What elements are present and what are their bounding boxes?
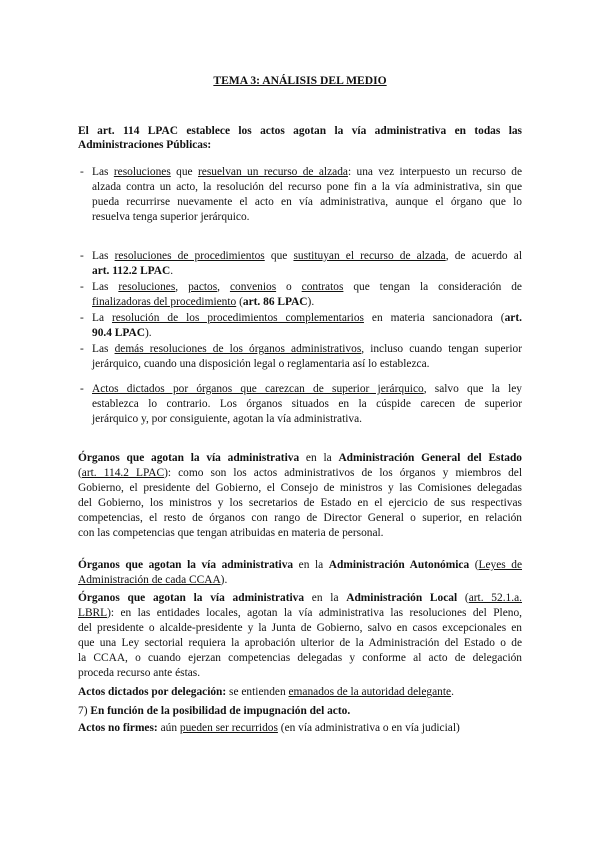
section-7-heading: 7) En función de la posibilidad de impugnación del acto. [78,705,351,717]
bullet-6-line-2: establezca lo contrario. Los órganos situados en la cúspide carecen de superior [92,398,522,410]
bullet-1-line-3: pueda recurrirse nuevamente el acto en vía administrativa, aunque el órgano que lo [92,196,522,208]
bullet-marker: - [80,312,84,324]
local-line-2: LBRL): en las entidades locales, agotan la vía administrativa las resoluciones del Pleno, [78,607,522,619]
bullet-6-line-1: Actos dictados por órganos que carezcan de superior jerárquico, salvo que la ley [92,383,523,395]
no-firmes-line: Actos no firmes: aún pueden ser recurridos (en vía administrativa o en vía judicial) [78,722,460,734]
bullet-marker: - [80,343,84,355]
intro-line-2: Administraciones Públicas: [78,139,212,151]
delegation-line: Actos dictados por delegación: se entienden emanados de la autoridad delegante. [78,686,454,698]
bullet-3-line-1: Las resoluciones, pactos, convenios o contratos que tengan la consideración de [92,281,522,293]
local-line-5: la CCAA, o cuando ejerzan competencias delegadas y conforme al acto de delegación [78,652,522,664]
age-line-4: del Gobierno, los ministros y los secretarios de Estado en el ejercicio de sus respectivas [78,497,522,509]
local-line-3: del presidente o alcalde-presidente y la Junta de Gobierno, salvo en casos excepcionales en [78,622,522,634]
local-line-1: Órganos que agotan la vía administrativa en la Administración Local (art. 52.1.a. [78,592,522,604]
bullet-6-line-3: jerárquico y, por consiguiente, agotan la vía administrativa. [92,413,363,425]
bullet-3-line-2: finalizadoras del procedimiento (art. 86 LPAC). [92,296,315,308]
ccaa-line-2: Administración de cada CCAA). [78,574,228,586]
page-title: TEMA 3: ANÁLISIS DEL MEDIO [213,74,387,87]
local-line-6: proceda recurso ante éstas. [78,667,201,679]
local-line-4: que una Ley sectorial requiera la aprobación ulterior de la Administración del Estado o de [78,637,522,649]
age-line-3: Gobierno, el presidente del Gobierno, el Consejo de ministros y las Comisiones delegadas [78,482,522,494]
bullet-1-line-2: alzada contra un acto, la resolución del recurso pone fin a la vía administrativa, sin que [92,181,522,193]
bullet-marker: - [80,383,84,395]
ccaa-line-1: Órganos que agotan la vía administrativa en la Administración Autonómica (Leyes de [78,559,523,571]
bullet-1-line-4: resuelva tenga superior jerárquico. [92,211,250,223]
intro-line-1: El art. 114 LPAC establece los actos agotan la vía administrativa en todas las [78,125,522,137]
age-line-1: Órganos que agotan la vía administrativa en la Administración General del Estado [78,452,523,464]
bullet-2-line-2: art. 112.2 LPAC. [92,265,174,277]
age-line-5: competencias, el resto de órganos con rango de Director General o superior, en relación [78,512,522,524]
bullet-marker: - [80,166,84,178]
bullet-4-line-2: 90.4 LPAC). [92,327,152,339]
bullet-4-line-1: La resolución de los procedimientos complementarios en materia sancionadora (art. [92,312,522,324]
bullet-2-line-1: Las resoluciones de procedimientos que sustituyan el recurso de alzada, de acuerdo al [92,250,522,262]
bullet-1-line-1: Las resoluciones que resuelvan un recurso de alzada: una vez interpuesto un recurso de [92,166,523,178]
age-line-2: (art. 114.2 LPAC): como son los actos administrativos de los órganos y miembros del [78,467,522,479]
bullet-5-line-2: jerárquico, cuando una disposición legal o reglamentaria así lo establezca. [92,358,430,370]
bullet-5-line-1: Las demás resoluciones de los órganos administrativos, incluso cuando tengan superior [92,343,522,355]
age-line-6: con las competencias que tengan atribuidas en materia de personal. [78,527,384,539]
bullet-marker: - [80,250,84,262]
bullet-marker: - [80,281,84,293]
